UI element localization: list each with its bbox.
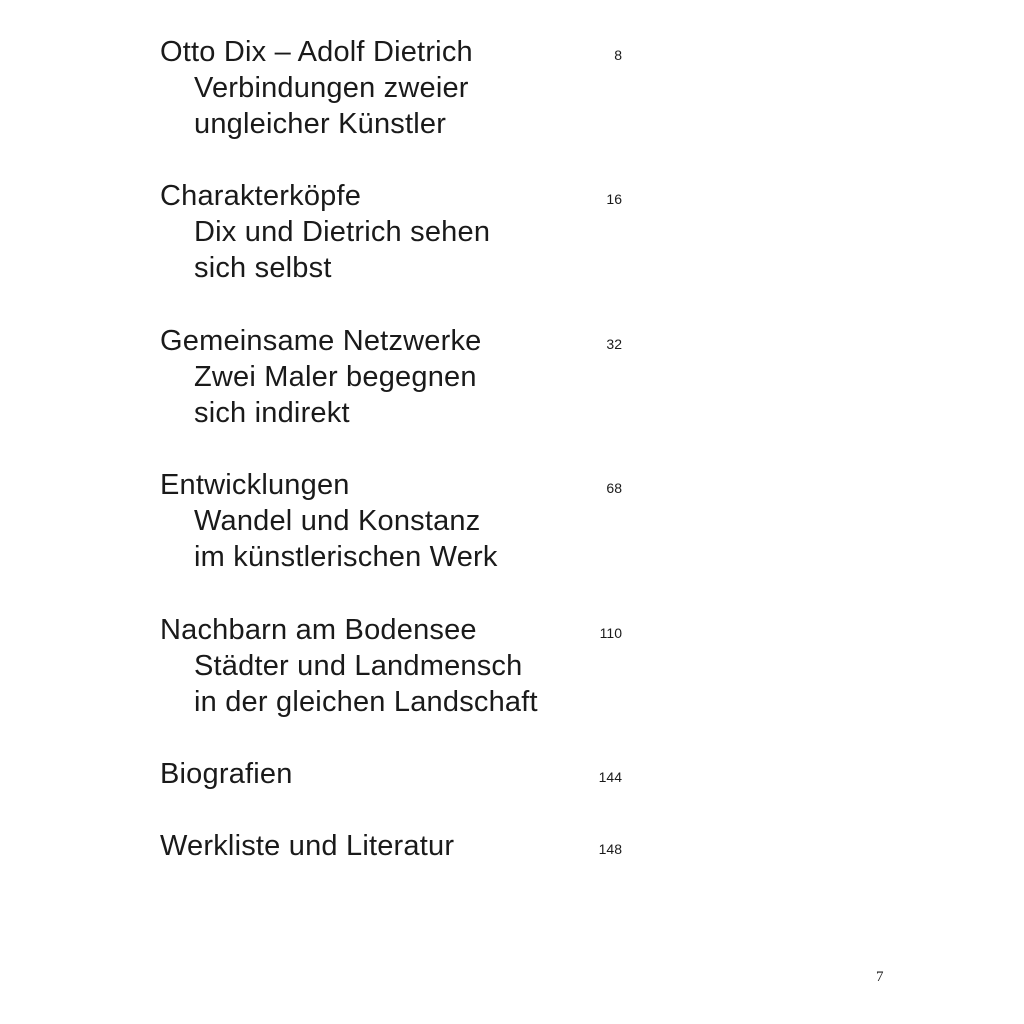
toc-entry[interactable] bbox=[160, 178, 630, 286]
toc-entry-page: 8 bbox=[614, 47, 622, 63]
toc-entry-page: 16 bbox=[606, 191, 622, 207]
toc-entry-title: Werkliste und Literatur bbox=[160, 830, 455, 862]
toc-entry-subtitle: Städter und Landmensch bbox=[194, 650, 523, 682]
toc-entry[interactable] bbox=[160, 323, 630, 431]
toc-entry-subtitle: sich indirekt bbox=[194, 397, 350, 429]
toc-entry[interactable] bbox=[160, 612, 630, 720]
toc-entry[interactable] bbox=[160, 828, 630, 864]
toc-entry-subtitle: Verbindungen zweier bbox=[194, 72, 469, 104]
toc-entry-title: Otto Dix – Adolf Dietrich bbox=[160, 36, 473, 68]
page-number: 7 bbox=[876, 969, 884, 985]
toc-entry-subtitle: Wandel und Konstanz bbox=[194, 505, 481, 537]
toc-entry-title: Charakterköpfe bbox=[160, 180, 362, 212]
toc-entry-page: 144 bbox=[598, 769, 622, 785]
toc-entry-title: Gemeinsame Netzwerke bbox=[160, 325, 482, 357]
toc-entry-subtitle: sich selbst bbox=[194, 252, 332, 284]
toc-entry-page: 68 bbox=[606, 480, 622, 496]
toc-entry-subtitle: Zwei Maler begegnen bbox=[194, 361, 477, 393]
toc-entry-subtitle: Dix und Dietrich sehen bbox=[194, 216, 491, 248]
table-of-contents bbox=[160, 34, 630, 864]
toc-entry-page: 110 bbox=[599, 625, 622, 641]
toc-entry[interactable] bbox=[160, 34, 630, 142]
toc-entry-title: Nachbarn am Bodensee bbox=[160, 614, 477, 646]
toc-entry[interactable] bbox=[160, 756, 630, 792]
toc-entry-subtitle: im künstlerischen Werk bbox=[194, 541, 498, 573]
toc-entry-page: 148 bbox=[598, 841, 622, 857]
toc-entry-subtitle: ungleicher Künstler bbox=[194, 108, 447, 140]
toc-entry[interactable] bbox=[160, 467, 630, 575]
toc-entry-title: Biografien bbox=[160, 758, 293, 790]
toc-entry-subtitle: in der gleichen Landschaft bbox=[194, 686, 538, 718]
toc-entry-title: Entwicklungen bbox=[160, 469, 350, 501]
toc-entry-page: 32 bbox=[606, 336, 622, 352]
